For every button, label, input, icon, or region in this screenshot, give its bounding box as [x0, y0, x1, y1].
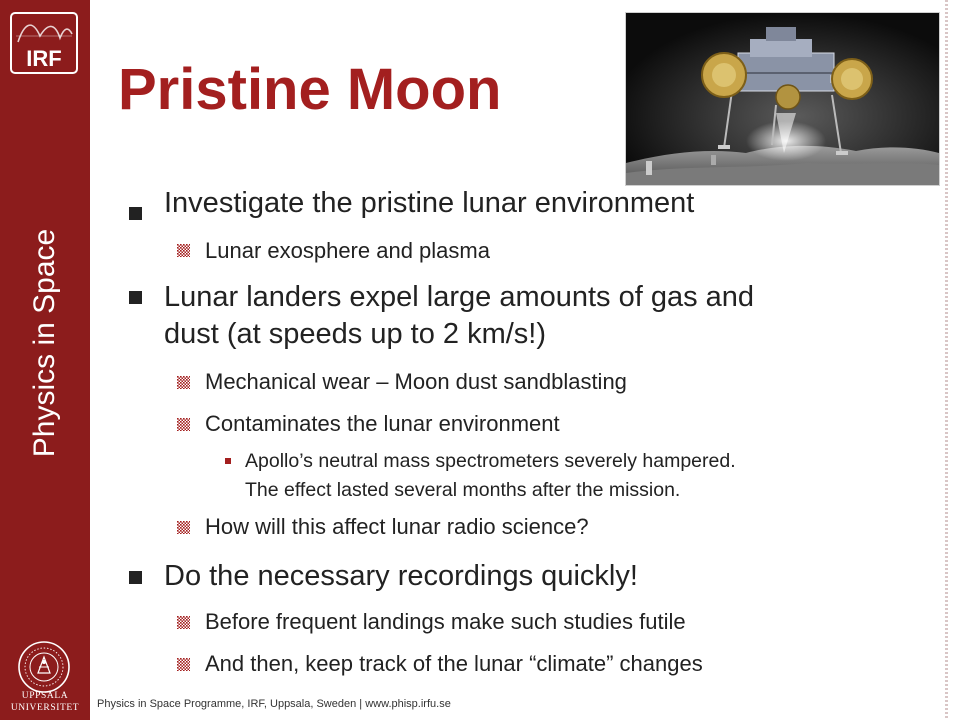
university-name-line1: UPPSALA	[21, 691, 69, 701]
checkered-square-bullet-icon	[177, 658, 190, 671]
bullet-landers-line1: Lunar landers expel large amounts of gas and	[164, 281, 755, 313]
footer-separator: |	[359, 698, 363, 710]
checkered-square-bullet-icon	[177, 376, 190, 389]
university-name	[0, 690, 90, 714]
sub-bullet-contaminates: Contaminates the lunar environment	[205, 411, 560, 436]
square-bullet-icon	[129, 571, 142, 584]
svg-text:IRF: IRF	[26, 46, 62, 71]
right-edge-rule	[945, 0, 948, 720]
sub-bullet-exosphere: Lunar exosphere and plasma	[205, 238, 490, 263]
sub-bullet-climate: And then, keep track of the lunar “climate” changes	[205, 651, 703, 676]
university-seal	[17, 640, 71, 694]
sub-bullet-frequent-landings: Before frequent landings make such studies futile	[205, 609, 686, 634]
subsub-bullet-apollo-line2: The effect lasted several months after the mission.	[245, 479, 681, 501]
sidebar	[0, 0, 90, 720]
square-bullet-icon	[129, 291, 142, 304]
sub-bullet-mechanical-wear: Mechanical wear – Moon dust sandblasting	[205, 369, 627, 394]
irf-logo	[10, 12, 78, 74]
subsub-bullet-apollo-line1: Apollo’s neutral mass spectrometers severely hampered.	[245, 450, 736, 472]
footer-organization: Physics in Space Programme, IRF, Uppsala, Sweden	[97, 698, 357, 710]
checkered-square-bullet-icon	[177, 244, 190, 257]
lunar-lander-image	[625, 12, 940, 186]
footer	[97, 698, 451, 710]
sidebar-title: Physics in Space	[28, 228, 61, 458]
checkered-square-bullet-icon	[177, 418, 190, 431]
sub-bullet-radio-science: How will this affect lunar radio science?	[205, 514, 589, 539]
checkered-square-bullet-icon	[177, 521, 190, 534]
bullet-investigate: Investigate the pristine lunar environment	[164, 187, 695, 219]
bullet-landers-line2: dust (at speeds up to 2 km/s!)	[164, 318, 547, 350]
slide-title: Pristine Moon	[118, 57, 502, 122]
checkered-square-bullet-icon	[177, 616, 190, 629]
small-square-bullet-icon	[225, 458, 231, 464]
university-name-line2: UNIVERSITET	[10, 703, 80, 713]
bullet-recordings: Do the necessary recordings quickly!	[164, 560, 638, 592]
footer-website-link[interactable]: www.phisp.irfu.se	[365, 698, 451, 710]
square-bullet-icon	[129, 207, 142, 220]
